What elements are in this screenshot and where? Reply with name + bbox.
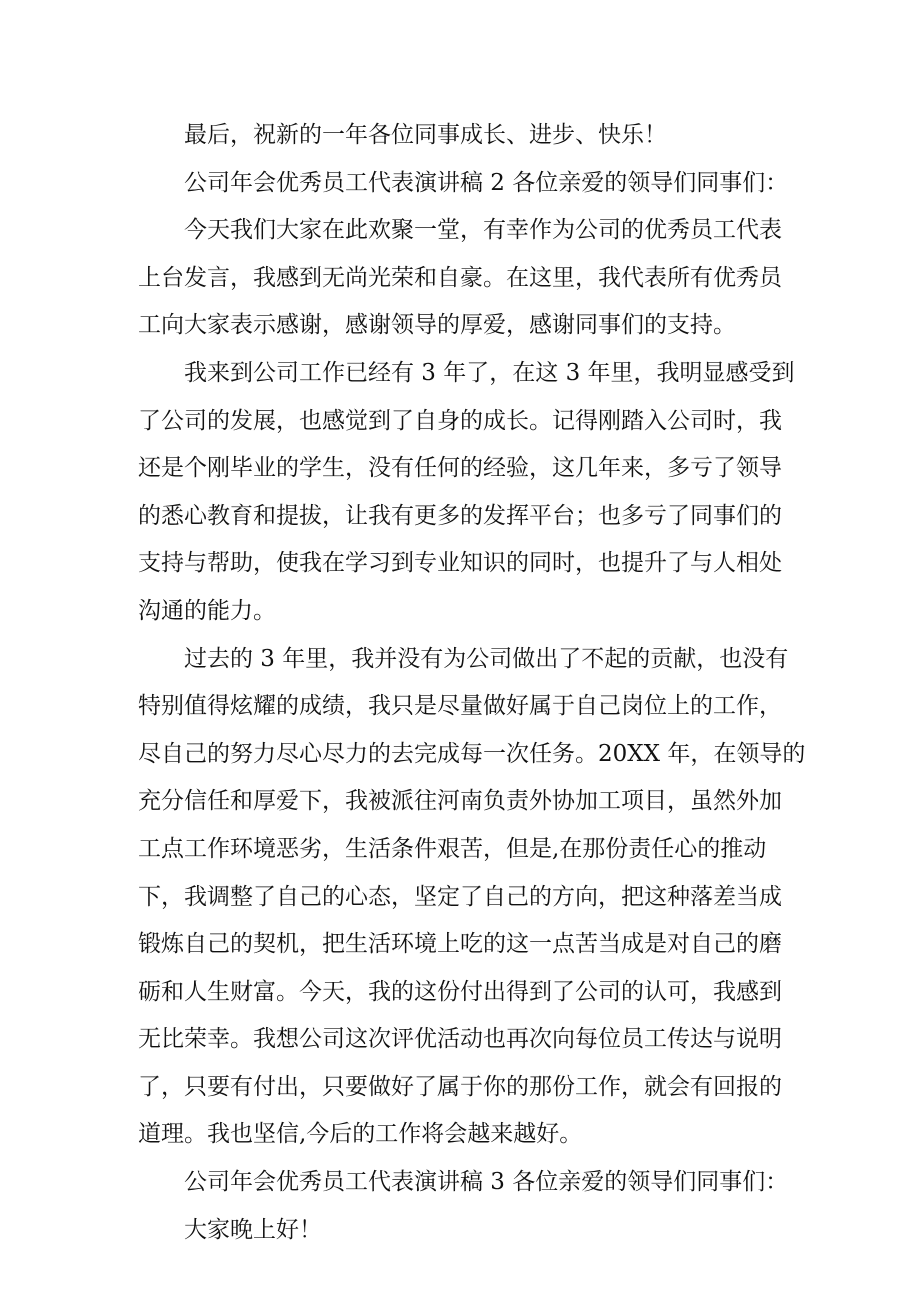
intro-line: 上台发言，我感到无尚光荣和自豪。在这里，我代表所有优秀员 bbox=[138, 264, 782, 291]
growth-line: 我来到公司工作已经有 3 年了，在这 3 年里，我明显感受到 bbox=[184, 359, 795, 386]
greeting-line: 大家晚上好！ bbox=[184, 1216, 322, 1243]
past-years-line: 无比荣幸。我想公司这次评优活动也再次向每位员工传达与说明 bbox=[138, 1026, 782, 1053]
document-body bbox=[138, 112, 806, 1254]
intro-paragraph bbox=[138, 207, 798, 350]
growth-line: 的悉心教育和提拔，让我有更多的发挥平台；也多亏了同事们的 bbox=[138, 502, 782, 529]
intro-line: 今天我们大家在此欢聚一堂，有幸作为公司的优秀员工代表 bbox=[184, 217, 782, 244]
closing-wish-line: 最后，祝新的一年各位同事成长、进步、快乐！ bbox=[184, 122, 667, 148]
past-years-line: 锻炼自己的契机，把生活环境上吃的这一点苦当成是对自己的磨 bbox=[138, 931, 782, 958]
speech-2-heading: 公司年会优秀员工代表演讲稿 2 各位亲爱的领导们同事们： bbox=[184, 169, 789, 196]
growth-paragraph bbox=[138, 350, 798, 636]
growth-line: 了公司的发展，也感觉到了自身的成长。记得刚踏入公司时，我 bbox=[138, 407, 782, 434]
speech-3-heading: 公司年会优秀员工代表演讲稿 3 各位亲爱的领导们同事们： bbox=[184, 1169, 789, 1196]
past-years-line: 下，我调整了自己的心态，坚定了自己的方向，把这种落差当成 bbox=[138, 883, 782, 910]
intro-line: 工向大家表示感谢，感谢领导的厚爱，感谢同事们的支持。 bbox=[138, 312, 736, 339]
past-years-line: 充分信任和厚爱下，我被派往河南负责外协加工项目，虽然外加 bbox=[138, 788, 782, 815]
past-years-line: 砺和人生财富。今天，我的这份付出得到了公司的认可，我感到 bbox=[138, 978, 782, 1005]
growth-line: 支持与帮助，使我在学习到专业知识的同时，也提升了与人相处 bbox=[138, 550, 782, 577]
past-years-line: 工点工作环境恶劣，生活条件艰苦，但是,在那份责任心的推动 bbox=[138, 835, 767, 862]
past-years-line: 过去的 3 年里，我并没有为公司做出了不起的贡献，也没有 bbox=[184, 645, 789, 672]
past-years-line: 特别值得炫耀的成绩，我只是尽量做好属于自己岗位上的工作， bbox=[138, 693, 782, 720]
past-years-line: 道理。我也坚信,今后的工作将会越来越好。 bbox=[138, 1121, 583, 1148]
past-years-line: 尽自己的努力尽心尽力的去完成每一次任务。20XX 年，在领导的 bbox=[138, 740, 806, 767]
past-years-line: 了，只要有付出，只要做好了属于你的那份工作，就会有回报的 bbox=[138, 1073, 782, 1100]
growth-line: 还是个刚毕业的学生，没有任何的经验，这几年来，多亏了领导 bbox=[138, 455, 782, 482]
past-years-paragraph bbox=[138, 636, 806, 1160]
growth-line: 沟通的能力。 bbox=[138, 597, 276, 624]
